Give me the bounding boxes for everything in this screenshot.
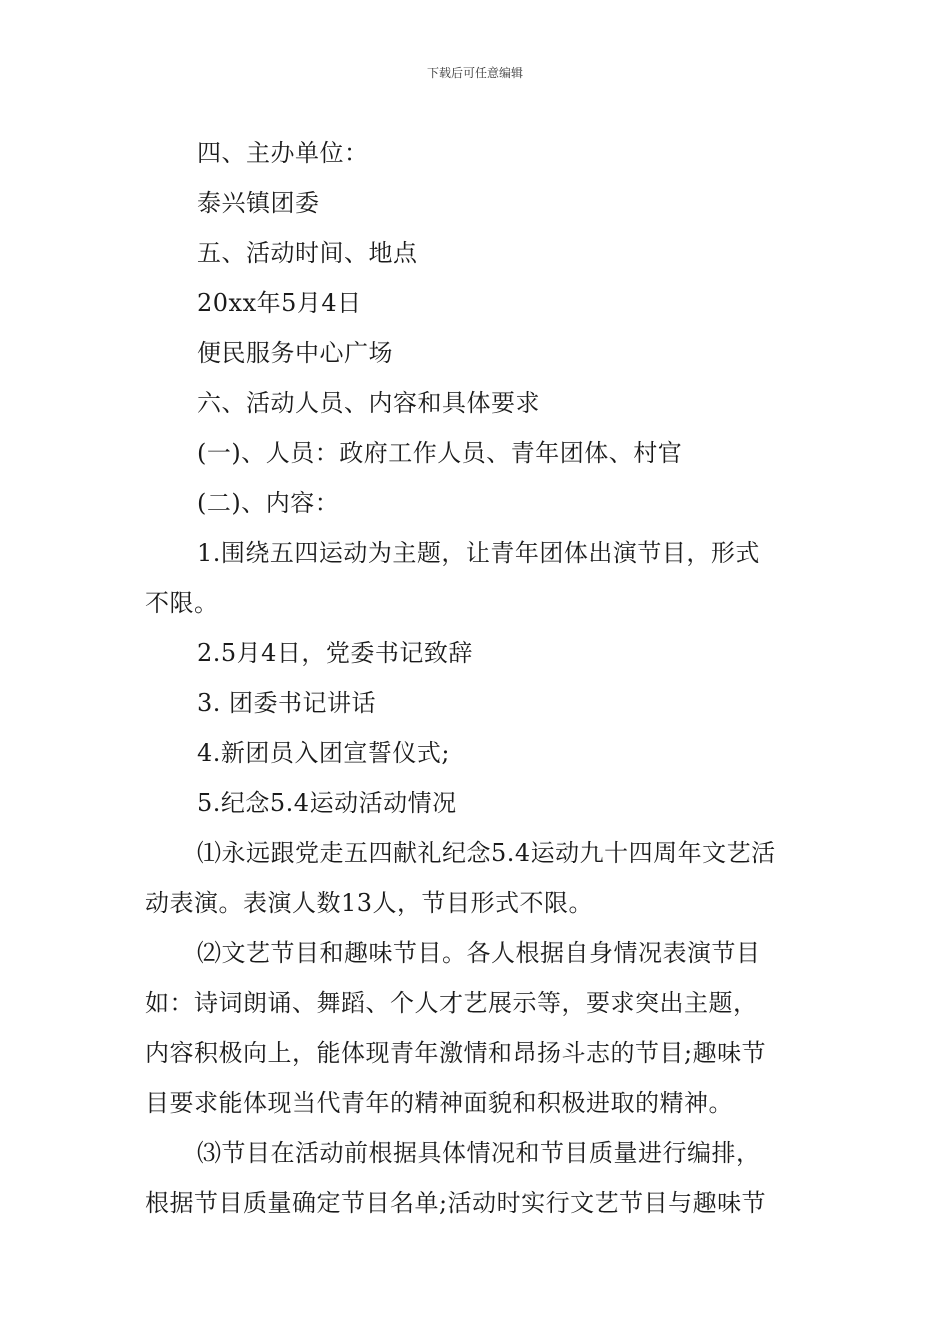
content-item-1-line-2: 不限。 — [145, 589, 219, 617]
event-date: 20xx年5月4日 — [197, 289, 362, 317]
sub-item-2-line-2: 如：诗词朗诵、舞蹈、个人才艺展示等，要求突出主题， — [145, 989, 758, 1017]
organizer-name: 泰兴镇团委 — [197, 189, 320, 217]
content-item-2: 2.5月4日，党委书记致辞 — [197, 639, 473, 667]
section-heading-organizer: 四、主办单位： — [197, 139, 369, 167]
subsection-people: (一)、人员：政府工作人员、青年团体、村官 — [197, 439, 683, 467]
sub-item-1-line-1: ⑴永远跟党走五四献礼纪念5.4运动九十四周年文艺活 — [197, 839, 776, 867]
sub-item-1-line-2: 动表演。表演人数13人，节目形式不限。 — [145, 889, 594, 917]
content-item-4: 4.新团员入团宣誓仪式; — [197, 739, 450, 767]
sub-item-3-line-1: ⑶节目在活动前根据具体情况和节目质量进行编排， — [197, 1139, 761, 1167]
sub-item-2-line-1: ⑵文艺节目和趣味节目。各人根据自身情况表演节目 — [197, 939, 761, 967]
content-item-1-line-1: 1.围绕五四运动为主题，让青年团体出演节目，形式 — [197, 539, 760, 567]
section-heading-people-content: 六、活动人员、内容和具体要求 — [197, 389, 540, 417]
page-header-note: 下载后可任意编辑 — [426, 66, 523, 80]
event-place: 便民服务中心广场 — [197, 339, 393, 367]
section-heading-time-place: 五、活动时间、地点 — [197, 239, 418, 267]
subsection-content-heading: (二)、内容： — [197, 489, 340, 517]
content-item-3: 3. 团委书记讲话 — [197, 689, 377, 717]
sub-item-2-line-4: 目要求能体现当代青年的精神面貌和积极进取的精神。 — [145, 1089, 733, 1117]
content-item-5: 5.纪念5.4运动活动情况 — [197, 789, 457, 817]
document-body — [145, 128, 810, 1228]
sub-item-2-line-3: 内容积极向上，能体现青年激情和昂扬斗志的节目;趣味节 — [145, 1039, 767, 1067]
sub-item-3-line-2: 根据节目质量确定节目名单;活动时实行文艺节目与趣味节 — [145, 1189, 767, 1217]
